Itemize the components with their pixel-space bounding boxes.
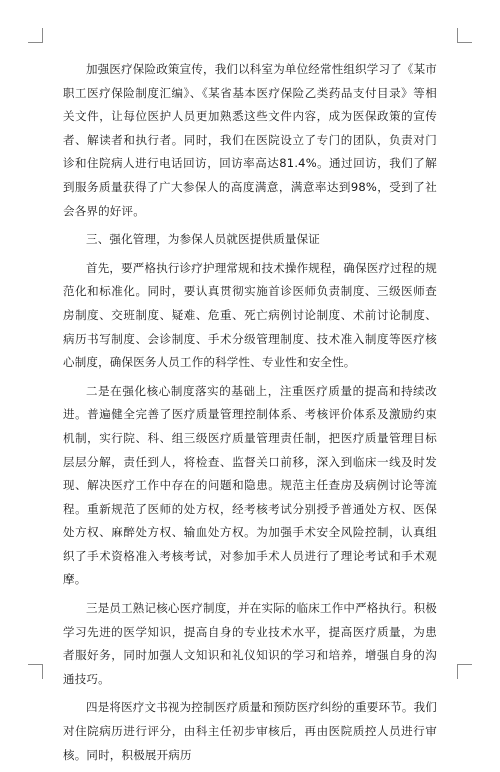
paragraph-insurance-publicity: 加强医疗保险政策宣传，我们以科室为单位经常性组织学习了《某市职工医疗保险制度汇编》、《某省基本医疗保险乙类药品支付目录》等相关文件，让每位医护人员更加熟悉这些文件内容，成为医保政策的宣传者、解读者和执行者。同时，我们在医院设立了专门的团队，负责对门诊和住院病人进行电话回访，回访率高达81.4%。通过回访，我们了解到服务质量获得了广大参保人的高度满意，满意率达到98%，受到了社会各界的好评。 xyxy=(63,62,437,218)
crop-mark-bottom-left xyxy=(28,664,43,679)
paragraph-fourth-point: 四是将医疗文书视为控制医疗质量和预防医疗纠纷的重要环节。我们对住院病历进行评分，由科主任初步审核后，再由医院质控人员进行审核。同时，积极展开病历 xyxy=(63,700,437,762)
crop-mark-bottom-right xyxy=(457,664,472,679)
paragraph-first-point: 首先，要严格执行诊疗护理常规和技术操作规程，确保医疗过程的规范化和标准化。同时，要认真贯彻实施首诊医师负责制度、三级医师查房制度、交班制度、疑难、危重、死亡病例讨论制度、术前讨论制度、病历书写制度、会诊制度、手术分级管理制度、技术准入制度等医疗核心制度，确保医务人员工作的科学性、专业性和安全性。 xyxy=(63,260,437,370)
paragraph-third-point: 三是员工熟记核心医疗制度，并在实际的临床工作中严格执行。积极学习先进的医学知识，提高自身的专业技术水平，提高医疗质量，为患者服好务，同时加强人文知识和礼仪知识的学习和培养，增强自身的沟通技巧。 xyxy=(63,601,437,686)
paragraph-second-point: 二是在强化核心制度落实的基础上，注重医疗质量的提高和持续改进。普遍健全完善了医疗质量管理控制体系、考核评价体系及激励约束机制，实行院、科、组三级医疗质量管理责任制，把医疗质量管理目标层层分解，责任到人，将检查、监督关口前移，深入到临床一线及时发现、解决医疗工作中存在的问题和隐患。规范主任查房及病例讨论等流程。重新规范了医师的处方权，经考核考试分别授予普通处方权、医保处方权、麻醉处方权、输血处方权。为加强手术安全风险控制，认真组织了手术资格准入考核考试，对参加手术人员进行了理论考试和手术观摩。 xyxy=(63,383,437,587)
crop-mark-top-right xyxy=(457,28,472,43)
section-heading-strengthen-management: 三、强化管理，为参保人员就医提供质量保证 xyxy=(86,232,320,247)
crop-mark-top-left xyxy=(28,28,43,43)
document-body xyxy=(63,58,437,772)
